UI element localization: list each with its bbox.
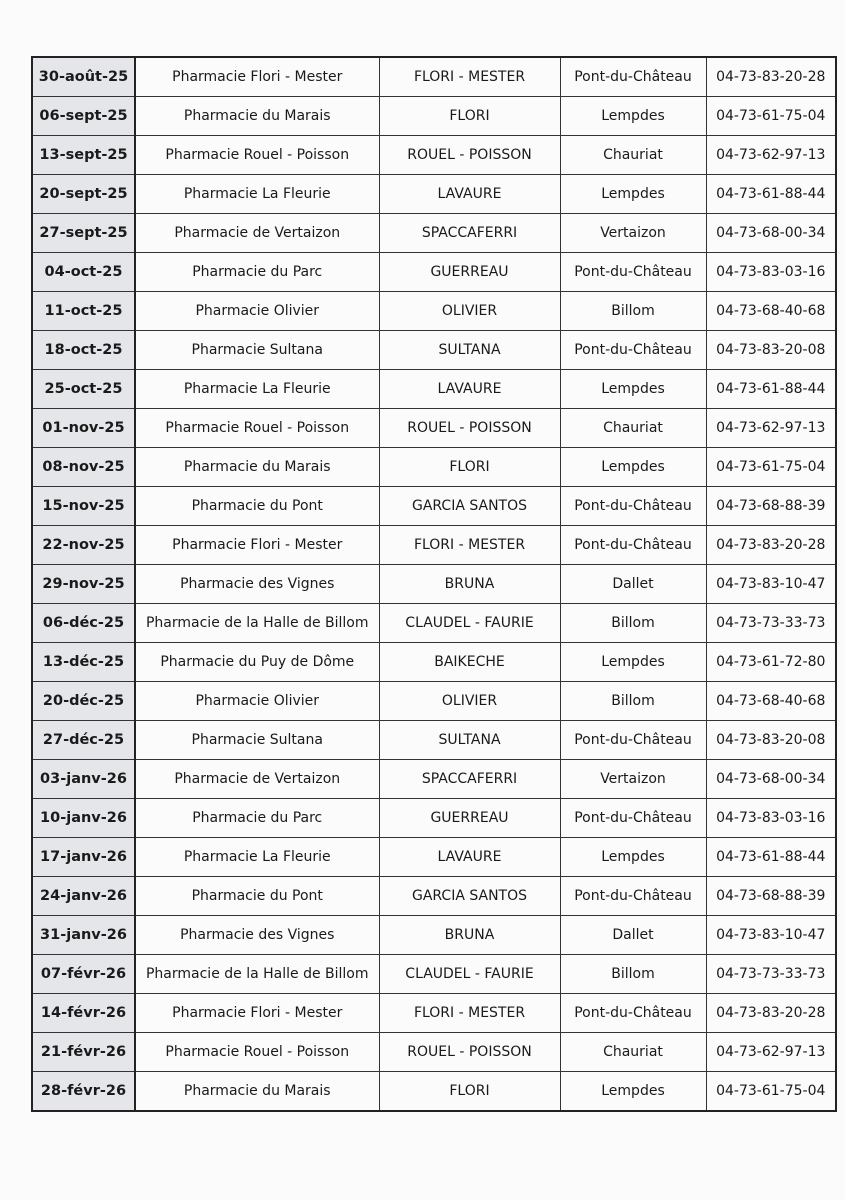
duty-date-cell: 01-nov-25 [32,409,135,448]
duty-date-cell: 08-nov-25 [32,448,135,487]
pharmacy-name-cell: Pharmacie Sultana [135,721,379,760]
pharmacist-name-cell: ROUEL - POISSON [379,136,560,175]
duty-date-cell: 18-oct-25 [32,331,135,370]
table-row [32,682,836,721]
duty-date-cell: 13-déc-25 [32,643,135,682]
pharmacist-name-cell: LAVAURE [379,838,560,877]
pharmacist-name-cell: SULTANA [379,331,560,370]
table-row [32,526,836,565]
phone-number-cell: 04-73-62-97-13 [706,136,836,175]
city-cell: Chauriat [560,136,706,175]
phone-number-cell: 04-73-68-88-39 [706,877,836,916]
pharmacy-name-cell: Pharmacie Flori - Mester [135,57,379,97]
duty-date-cell: 24-janv-26 [32,877,135,916]
phone-number-cell: 04-73-73-33-73 [706,955,836,994]
table-row [32,136,836,175]
duty-date-cell: 17-janv-26 [32,838,135,877]
pharmacy-name-cell: Pharmacie du Pont [135,487,379,526]
phone-number-cell: 04-73-61-75-04 [706,448,836,487]
pharmacist-name-cell: FLORI [379,1072,560,1112]
table-row [32,97,836,136]
phone-number-cell: 04-73-73-33-73 [706,604,836,643]
phone-number-cell: 04-73-61-88-44 [706,175,836,214]
pharmacist-name-cell: LAVAURE [379,370,560,409]
pharmacist-name-cell: GARCIA SANTOS [379,877,560,916]
duty-date-cell: 27-sept-25 [32,214,135,253]
city-cell: Pont-du-Château [560,487,706,526]
table-row [32,916,836,955]
table-row [32,331,836,370]
pharmacy-name-cell: Pharmacie des Vignes [135,916,379,955]
city-cell: Lempdes [560,643,706,682]
city-cell: Vertaizon [560,214,706,253]
table-row [32,994,836,1033]
pharmacist-name-cell: CLAUDEL - FAURIE [379,955,560,994]
pharmacy-name-cell: Pharmacie Flori - Mester [135,526,379,565]
duty-date-cell: 07-févr-26 [32,955,135,994]
duty-date-cell: 29-nov-25 [32,565,135,604]
pharmacy-name-cell: Pharmacie Rouel - Poisson [135,1033,379,1072]
city-cell: Lempdes [560,370,706,409]
phone-number-cell: 04-73-83-10-47 [706,565,836,604]
pharmacist-name-cell: FLORI - MESTER [379,526,560,565]
pharmacy-name-cell: Pharmacie du Pont [135,877,379,916]
city-cell: Pont-du-Château [560,799,706,838]
pharmacist-name-cell: BRUNA [379,565,560,604]
pharmacist-name-cell: FLORI - MESTER [379,994,560,1033]
table-row [32,721,836,760]
table-row [32,370,836,409]
pharmacist-name-cell: LAVAURE [379,175,560,214]
pharmacy-name-cell: Pharmacie de la Halle de Billom [135,955,379,994]
pharmacist-name-cell: OLIVIER [379,292,560,331]
table-row [32,292,836,331]
duty-date-cell: 14-févr-26 [32,994,135,1033]
phone-number-cell: 04-73-83-20-28 [706,526,836,565]
pharmacist-name-cell: BAIKECHE [379,643,560,682]
table-row [32,838,836,877]
phone-number-cell: 04-73-61-88-44 [706,838,836,877]
duty-date-cell: 06-déc-25 [32,604,135,643]
pharmacist-name-cell: BRUNA [379,916,560,955]
pharmacy-name-cell: Pharmacie Flori - Mester [135,994,379,1033]
phone-number-cell: 04-73-83-20-28 [706,57,836,97]
phone-number-cell: 04-73-61-75-04 [706,1072,836,1112]
pharmacy-name-cell: Pharmacie du Parc [135,799,379,838]
table-row [32,448,836,487]
phone-number-cell: 04-73-83-20-08 [706,721,836,760]
pharmacy-name-cell: Pharmacie de Vertaizon [135,214,379,253]
pharmacy-name-cell: Pharmacie du Marais [135,448,379,487]
city-cell: Lempdes [560,838,706,877]
city-cell: Lempdes [560,97,706,136]
duty-date-cell: 30-août-25 [32,57,135,97]
duty-date-cell: 11-oct-25 [32,292,135,331]
duty-date-cell: 15-nov-25 [32,487,135,526]
city-cell: Dallet [560,565,706,604]
city-cell: Vertaizon [560,760,706,799]
phone-number-cell: 04-73-83-20-08 [706,331,836,370]
duty-date-cell: 31-janv-26 [32,916,135,955]
city-cell: Pont-du-Château [560,526,706,565]
phone-number-cell: 04-73-83-03-16 [706,253,836,292]
table-row [32,409,836,448]
duty-date-cell: 04-oct-25 [32,253,135,292]
pharmacy-name-cell: Pharmacie de la Halle de Billom [135,604,379,643]
duty-date-cell: 22-nov-25 [32,526,135,565]
phone-number-cell: 04-73-61-75-04 [706,97,836,136]
duty-date-cell: 03-janv-26 [32,760,135,799]
phone-number-cell: 04-73-83-10-47 [706,916,836,955]
table-row [32,643,836,682]
phone-number-cell: 04-73-68-88-39 [706,487,836,526]
duty-date-cell: 25-oct-25 [32,370,135,409]
city-cell: Billom [560,604,706,643]
pharmacy-name-cell: Pharmacie de Vertaizon [135,760,379,799]
city-cell: Pont-du-Château [560,57,706,97]
city-cell: Pont-du-Château [560,331,706,370]
pharmacy-name-cell: Pharmacie La Fleurie [135,175,379,214]
city-cell: Lempdes [560,1072,706,1112]
pharmacist-name-cell: GARCIA SANTOS [379,487,560,526]
duty-date-cell: 27-déc-25 [32,721,135,760]
pharmacist-name-cell: FLORI [379,97,560,136]
phone-number-cell: 04-73-61-88-44 [706,370,836,409]
table-row [32,877,836,916]
pharmacy-name-cell: Pharmacie du Puy de Dôme [135,643,379,682]
duty-date-cell: 10-janv-26 [32,799,135,838]
table-row [32,565,836,604]
pharmacy-name-cell: Pharmacie du Parc [135,253,379,292]
phone-number-cell: 04-73-62-97-13 [706,409,836,448]
table-row [32,1072,836,1112]
schedule-body [32,57,836,1111]
city-cell: Chauriat [560,1033,706,1072]
duty-date-cell: 13-sept-25 [32,136,135,175]
pharmacy-duty-schedule-table [31,56,837,1112]
pharmacist-name-cell: GUERREAU [379,799,560,838]
table-row [32,799,836,838]
pharmacist-name-cell: SPACCAFERRI [379,760,560,799]
pharmacy-name-cell: Pharmacie Rouel - Poisson [135,136,379,175]
city-cell: Billom [560,682,706,721]
duty-date-cell: 28-févr-26 [32,1072,135,1112]
city-cell: Lempdes [560,175,706,214]
phone-number-cell: 04-73-68-00-34 [706,760,836,799]
phone-number-cell: 04-73-68-40-68 [706,682,836,721]
pharmacist-name-cell: GUERREAU [379,253,560,292]
table-row [32,604,836,643]
pharmacist-name-cell: FLORI - MESTER [379,57,560,97]
pharmacy-name-cell: Pharmacie La Fleurie [135,370,379,409]
table-row [32,253,836,292]
duty-date-cell: 21-févr-26 [32,1033,135,1072]
duty-date-cell: 20-sept-25 [32,175,135,214]
table-row [32,57,836,97]
table-row [32,487,836,526]
pharmacy-name-cell: Pharmacie du Marais [135,97,379,136]
pharmacy-name-cell: Pharmacie La Fleurie [135,838,379,877]
city-cell: Lempdes [560,448,706,487]
table-row [32,955,836,994]
pharmacy-name-cell: Pharmacie Sultana [135,331,379,370]
city-cell: Pont-du-Château [560,877,706,916]
phone-number-cell: 04-73-68-00-34 [706,214,836,253]
duty-date-cell: 20-déc-25 [32,682,135,721]
duty-date-cell: 06-sept-25 [32,97,135,136]
pharmacist-name-cell: SULTANA [379,721,560,760]
city-cell: Billom [560,955,706,994]
pharmacist-name-cell: ROUEL - POISSON [379,1033,560,1072]
phone-number-cell: 04-73-83-20-28 [706,994,836,1033]
table-row [32,175,836,214]
pharmacist-name-cell: ROUEL - POISSON [379,409,560,448]
city-cell: Billom [560,292,706,331]
phone-number-cell: 04-73-68-40-68 [706,292,836,331]
pharmacy-name-cell: Pharmacie du Marais [135,1072,379,1112]
city-cell: Pont-du-Château [560,253,706,292]
pharmacist-name-cell: SPACCAFERRI [379,214,560,253]
pharmacist-name-cell: CLAUDEL - FAURIE [379,604,560,643]
pharmacy-name-cell: Pharmacie des Vignes [135,565,379,604]
pharmacy-name-cell: Pharmacie Olivier [135,292,379,331]
pharmacist-name-cell: OLIVIER [379,682,560,721]
city-cell: Chauriat [560,409,706,448]
city-cell: Dallet [560,916,706,955]
city-cell: Pont-du-Château [560,721,706,760]
phone-number-cell: 04-73-83-03-16 [706,799,836,838]
table-row [32,760,836,799]
pharmacy-name-cell: Pharmacie Olivier [135,682,379,721]
phone-number-cell: 04-73-62-97-13 [706,1033,836,1072]
phone-number-cell: 04-73-61-72-80 [706,643,836,682]
table-row [32,1033,836,1072]
table-row [32,214,836,253]
pharmacy-name-cell: Pharmacie Rouel - Poisson [135,409,379,448]
pharmacist-name-cell: FLORI [379,448,560,487]
city-cell: Pont-du-Château [560,994,706,1033]
